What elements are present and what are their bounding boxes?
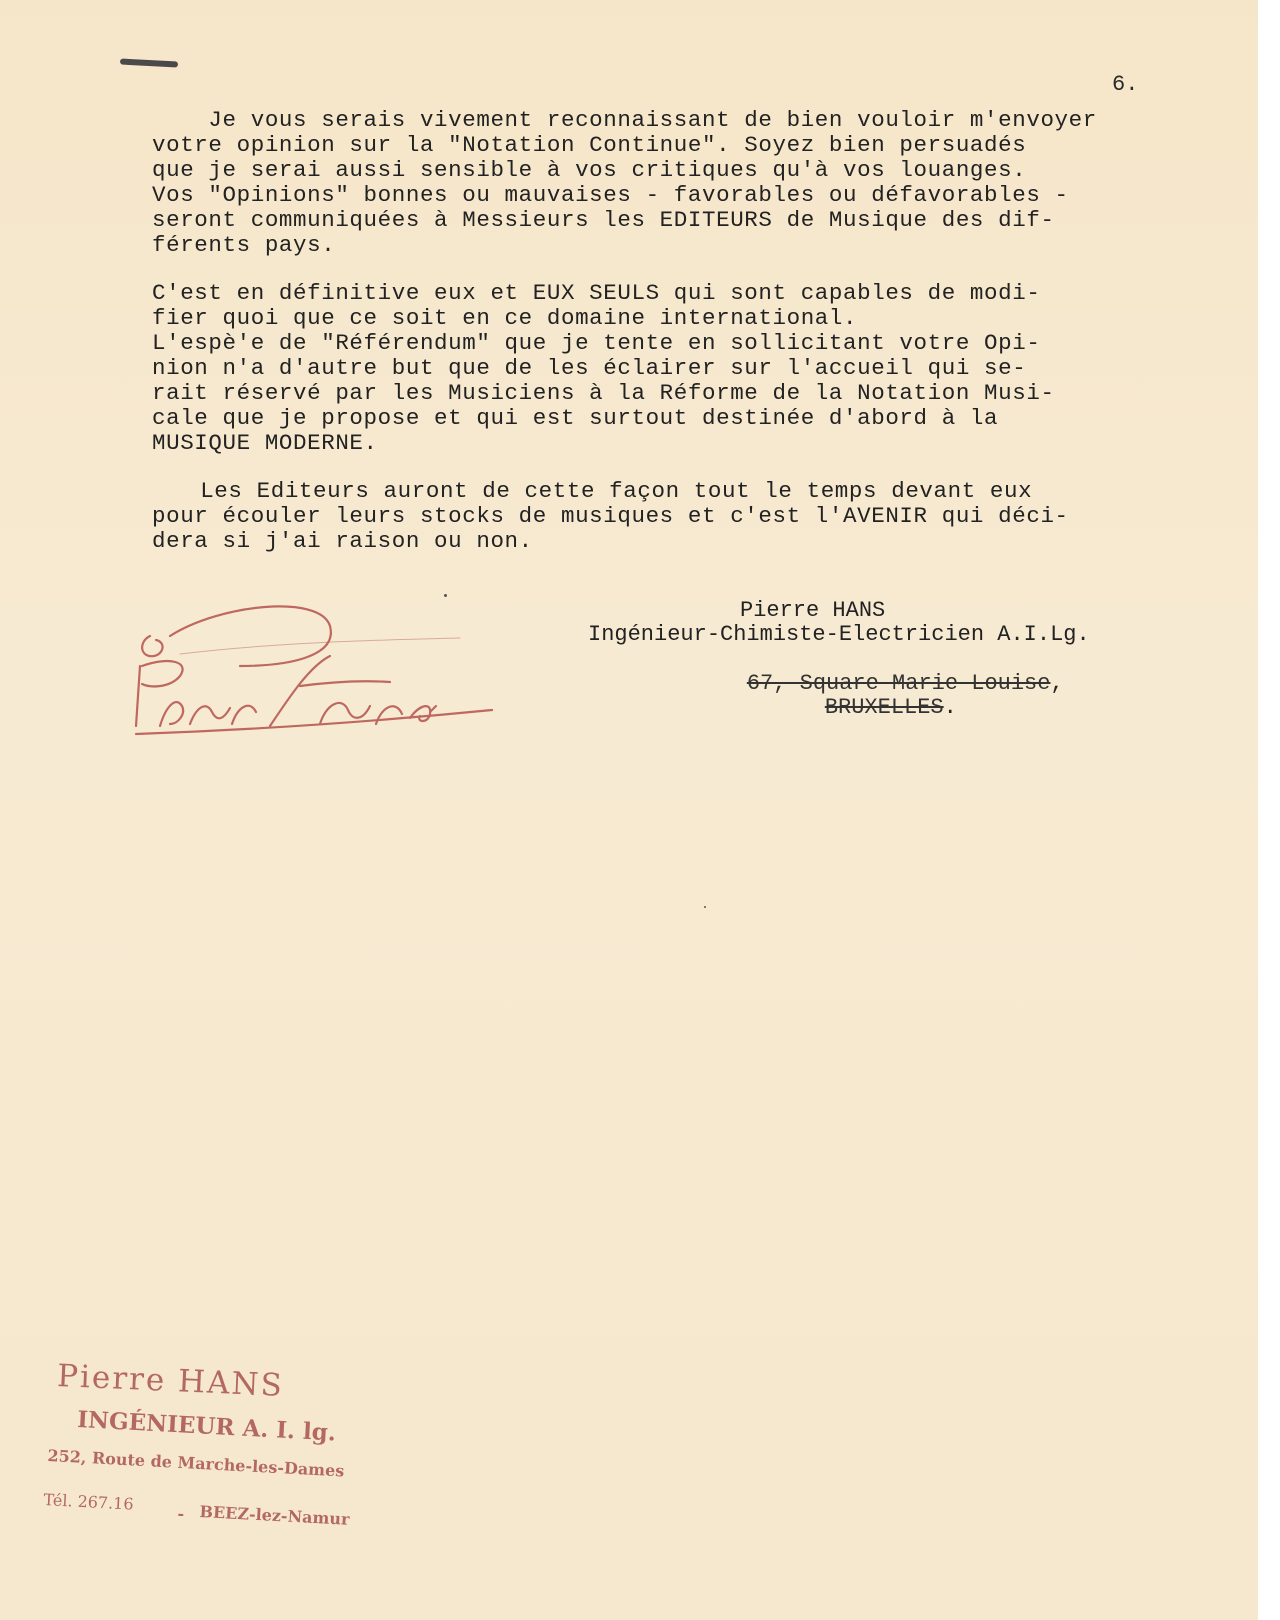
text-line: MUSIQUE MODERNE.: [152, 430, 378, 456]
ink-speck: [704, 906, 706, 908]
text-line: L'espè'e de "Référendum" que je tente en sollicitant votre Opi-: [152, 330, 1041, 356]
stamp-title: INGÉNIEUR A. I. lg.: [76, 1406, 337, 1447]
stamp-name: Pierre HANS: [56, 1358, 285, 1404]
signer-title: Ingénieur-Chimiste-Electricien A.I.Lg.: [588, 622, 1090, 647]
struck-address: 67, Square Marie-Louise: [746, 671, 1051, 696]
text-line: cale que je propose et qui est surtout destinée d'abord à la: [152, 405, 999, 431]
text-line: que je serai aussi sensible à vos critiques qu'à vos louanges.: [152, 157, 1027, 183]
stamp-phone: Tél. 267.16: [43, 1490, 135, 1514]
page-margin: [1258, 0, 1280, 1620]
text-line: rait réservé par les Musiciens à la Réforme de la Notation Musi-: [152, 380, 1055, 406]
text-line: pour écouler leurs stocks de musiques et c'est l'AVENIR qui déci-: [152, 503, 1069, 529]
text-line: Les Editeurs auront de cette façon tout le temps devant eux: [172, 478, 1033, 504]
text-line: fier quoi que ce soit en ce domaine international.: [152, 305, 858, 331]
text-line: Je vous serais vivement reconnaissant de bien vouloir m'envoyer: [152, 107, 1097, 133]
text-line: votre opinion sur la "Notation Continue". Soyez bien persuadés: [152, 132, 1027, 158]
text-line: dera si j'ai raison ou non.: [152, 528, 533, 554]
handwritten-signature: [130, 596, 510, 766]
text-line: férents pays.: [152, 232, 336, 258]
stamp-city: BEEZ-lez-Namur: [199, 1502, 350, 1529]
stamp-separator: -: [177, 1504, 185, 1524]
struck-city: BRUXELLES: [824, 695, 944, 720]
text-line: seront communiquées à Messieurs les EDITEURS de Musique des dif-: [152, 207, 1055, 233]
signer-name: Pierre HANS: [740, 598, 886, 623]
page-number: 6.: [1112, 72, 1139, 97]
text-line: Vos "Opinions" bonnes ou mauvaises - favorables ou défavorables -: [152, 182, 1069, 208]
text-line: C'est en définitive eux et EUX SEULS qui sont capables de modi-: [152, 280, 1041, 306]
text-line: nion n'a d'autre but que de les éclairer sur l'accueil qui se-: [152, 355, 1027, 381]
signer-city: [772, 670, 957, 745]
address-trailing-punct: ,: [1050, 671, 1064, 696]
city-trailing-punct: .: [943, 695, 957, 720]
stamp-address: 252, Route de Marche-les-Dames: [47, 1446, 345, 1481]
